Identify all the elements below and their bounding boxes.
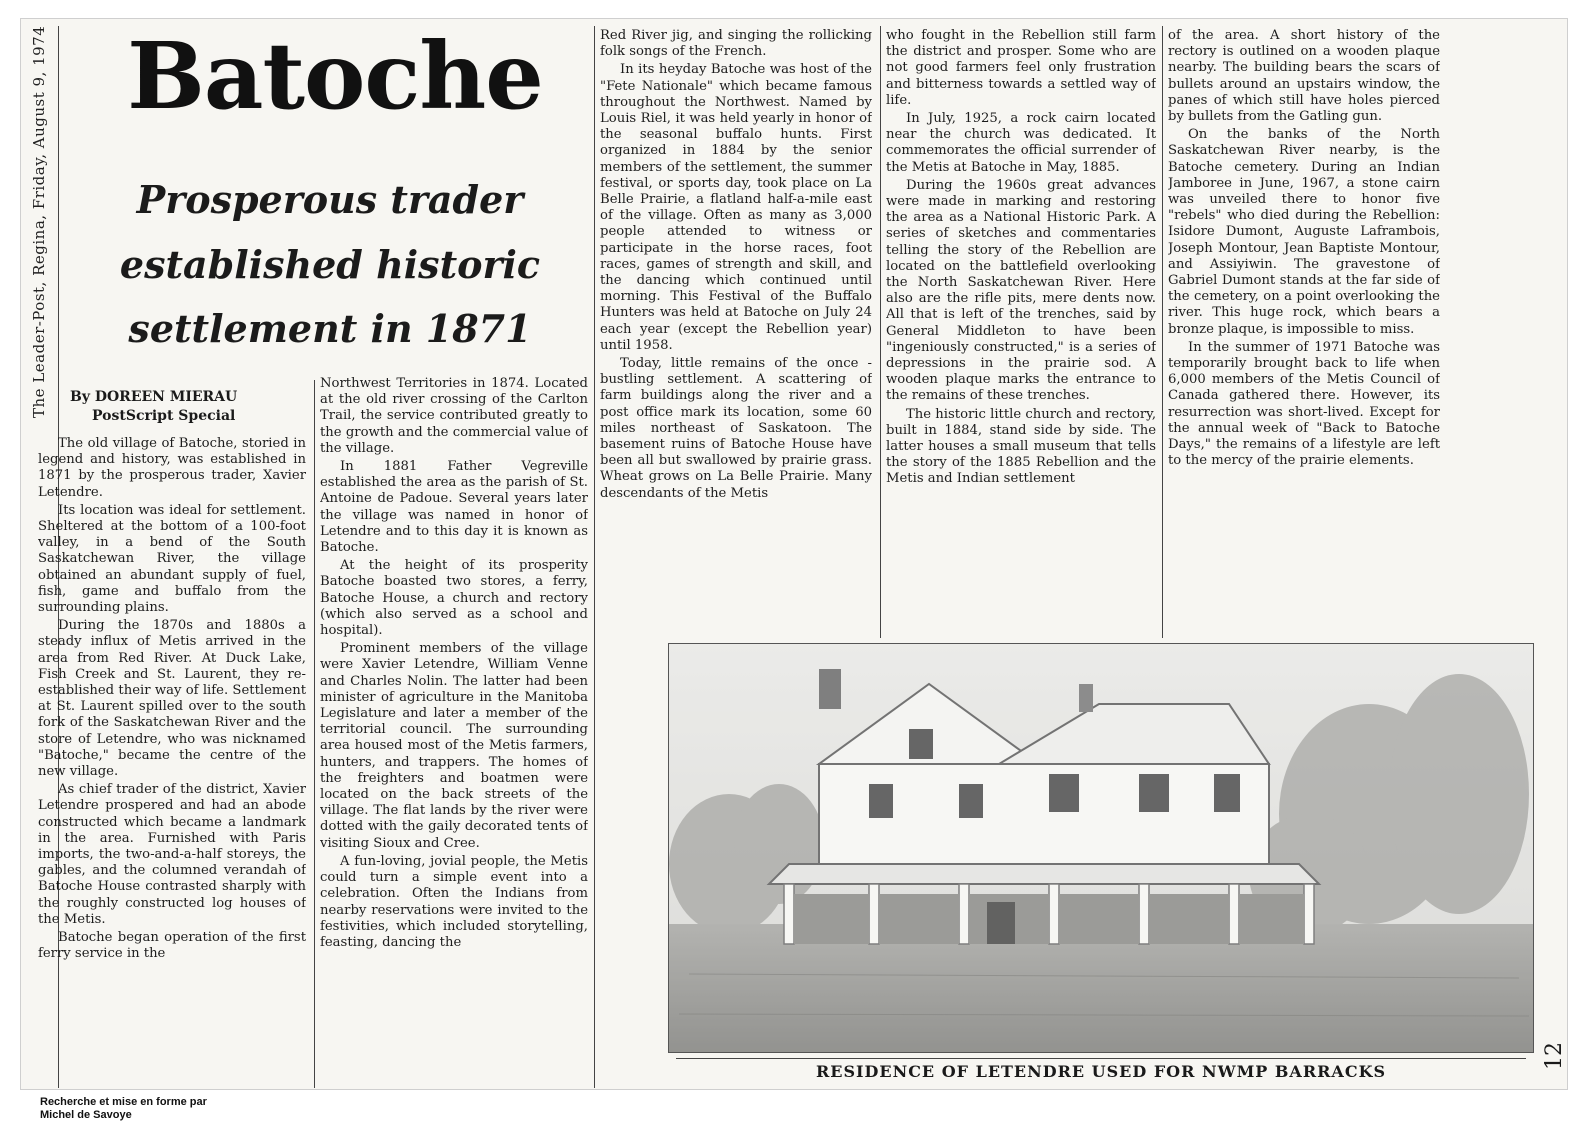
subhead-line: settlement in 1871 [128,306,532,352]
column-rule [1162,26,1163,638]
subheadline [80,168,580,362]
residence-photo [668,643,1534,1053]
article-column-3 [600,28,872,638]
paragraph: of the area. A short history of the rectory is outlined on a wooden plaque nearby. The building bears the scars of bullets around an upstairs window, the panes of which still have holes pierced by bullets from the Gatling gun. [1168,28,1440,125]
paragraph: Northwest Territories in 1874. Located at the old river crossing of the Carlton Trail, the service contributed greatly to the growth and the commercial value of the village. [320,376,588,456]
paragraph: During the 1960s great advances were made in marking and restoring the area as a National Historic Park. A series of sketches and commentaries telling the story of the Rebellion are located on the battlefield overlooking the North Saskatchewan River. Here also are the rifle pits, mere dents now. All that is left of the trenches, said by General Middleton to have been "ingeniously constructed," is a series of depressions in the prairie sod. A wooden plaque marks the entrance to the remains of these trenches. [886,177,1156,404]
paragraph: In July, 1925, a rock cairn located near the church was dedicated. It commemorates the official surrender of the Metis at Batoche in May, 1885. [886,111,1156,175]
house-illustration [669,644,1534,1053]
paragraph: A fun-loving, jovial people, the Metis could turn a simple event into a celebration. Often the Indians from nearby reservations were invited to the festivities, which included storytelling, feasting, dancing the [320,853,588,950]
photo-caption: RESIDENCE OF LETENDRE USED FOR NWMP BARRACKS [676,1058,1526,1085]
byline-author: By DOREEN MIERAU [70,389,238,405]
footer-credit [40,1096,207,1122]
column-rule [314,380,315,1088]
article-column-4 [886,28,1156,638]
page-number: 12 [1542,1042,1567,1070]
column-rule [594,26,595,1088]
byline-section: PostScript Special [92,407,236,424]
subhead-line: Prosperous trader [136,177,524,222]
paragraph: The historic little church and rectory, built in 1884, stand side by side. The latter houses a small museum that tells the story of the 1885 Rebellion and the Metis and Indian settlement [886,406,1156,487]
paragraph: During the 1870s and 1880s a steady influx of Metis arrived in the area from Red River. At Duck Lake, Fish Creek and St. Laurent, they re-established their way of life. Settlement at St. Laurent spilled over to the south fork of the Saskatchewan River and the store of Letendre, who was nicknamed "Batoche," became the centre of the new village. [38,618,306,780]
paragraph: Red River jig, and singing the rollicking folk songs of the French. [600,28,872,60]
paragraph: Batoche began operation of the first ferry service in the [38,930,306,962]
paragraph: The old village of Batoche, storied in legend and history, was established in 1871 by the prosperous trader, Xavier Letendre. [38,436,306,500]
headline: Batoche [127,22,543,130]
publication-credit: The Leader-Post, Regina, Friday, August 9, 1974 [30,25,48,418]
footer-credit-line: Recherche et mise en forme par [40,1096,207,1108]
paragraph: On the banks of the North Saskatchewan River nearby, is the Batoche cemetery. During an Indian Jamboree in June, 1967, a stone cairn was unveiled there to honor five "rebels" who died during the Rebellion: Isidore Dumont, Auguste Laframbois, Joseph Montour, Jean Baptiste Montour, and Assiyiwin. The gravestone of Gabriel Dumont stands at the far side of the cemetery, on a point overlooking the river. This huge rock, which bears a bronze plaque, is impossible to miss. [1168,127,1440,337]
paragraph: Its location was ideal for settlement. Sheltered at the bottom of a 100-foot valley, in a bend of the South Saskatchewan River, the village obtained an abundant supply of fuel, fish, game and buffalo from the surrounding plains. [38,502,306,616]
column-rule [880,26,881,638]
subhead-line: established historic [119,241,541,287]
footer-credit-line: Michel de Savoye [40,1109,132,1121]
paragraph: In the summer of 1971 Batoche was temporarily brought back to life when 6,000 members of the Metis Council of Canada gathered there. However, its resurrection was short-lived. Except for the annual week of "Back to Batoche Days," the remains of a lifestyle are left to the mercy of the prairie elements. [1168,339,1440,469]
paragraph: Prominent members of the village were Xavier Letendre, William Venne and Charles Nolin. The latter had been minister of agriculture in the Manitoba Legislature and later a member of the territorial council. The surrounding area housed most of the Metis farmers, hunters, and trappers. The homes of the freighters and boatmen were located on the back streets of the village. The flat lands by the river were dotted with the gaily decorated tents of visiting Sioux and Cree. [320,641,588,851]
paragraph: In its heyday Batoche was host of the "Fete Nationale" which became famous throughout the Northwest. Named by Louis Riel, it was held yearly in honor of the seasonal buffalo hunts. First organized in 1884 by the senior members of the settlement, the summer festival, or sports day, took place on La Belle Prairie, a flatland half-a-mile east of the village. Often as many as 3,000 people attended to witness or participate in the horse races, foot races, games of strength and skill, and the dancing which continued until morning. This Festival of the Buffalo Hunters was held at Batoche on July 24 each year (except the Rebellion year) until 1958. [600,62,872,353]
paragraph: Today, little remains of the once - bustling settlement. A scattering of farm buildings along the river and a post office mark its location, some 60 miles northeast of Saskatoon. The basement ruins of Batoche House have been all but swallowed by prairie grass. Wheat grows on La Belle Prairie. Many descendants of the Metis [600,356,872,501]
paragraph: who fought in the Rebellion still farm the district and prosper. Some who are not good farmers feel only frustration and bitterness towards a settled way of life. [886,28,1156,108]
paragraph: In 1881 Father Vegreville established the area as the parish of St. Antoine de Padoue. Several years later the village was named in honor of Letendre and to this day it is known as Batoche. [320,459,588,556]
paragraph: At the height of its prosperity Batoche boasted two stores, a ferry, Batoche House, a church and rectory (which also served as a school and hospital). [320,558,588,639]
article-column-1 [38,436,306,1086]
article-column-5 [1168,28,1440,638]
byline [70,388,310,426]
paragraph: As chief trader of the district, Xavier Letendre prospered and had an abode constructed which became a landmark in the area. Furnished with Paris imports, the two-and-a-half storeys, the gables, and the columned verandah of Batoche House contrasted sharply with the roughly constructed log houses of the Metis. [38,782,306,927]
article-column-2 [320,376,588,1086]
